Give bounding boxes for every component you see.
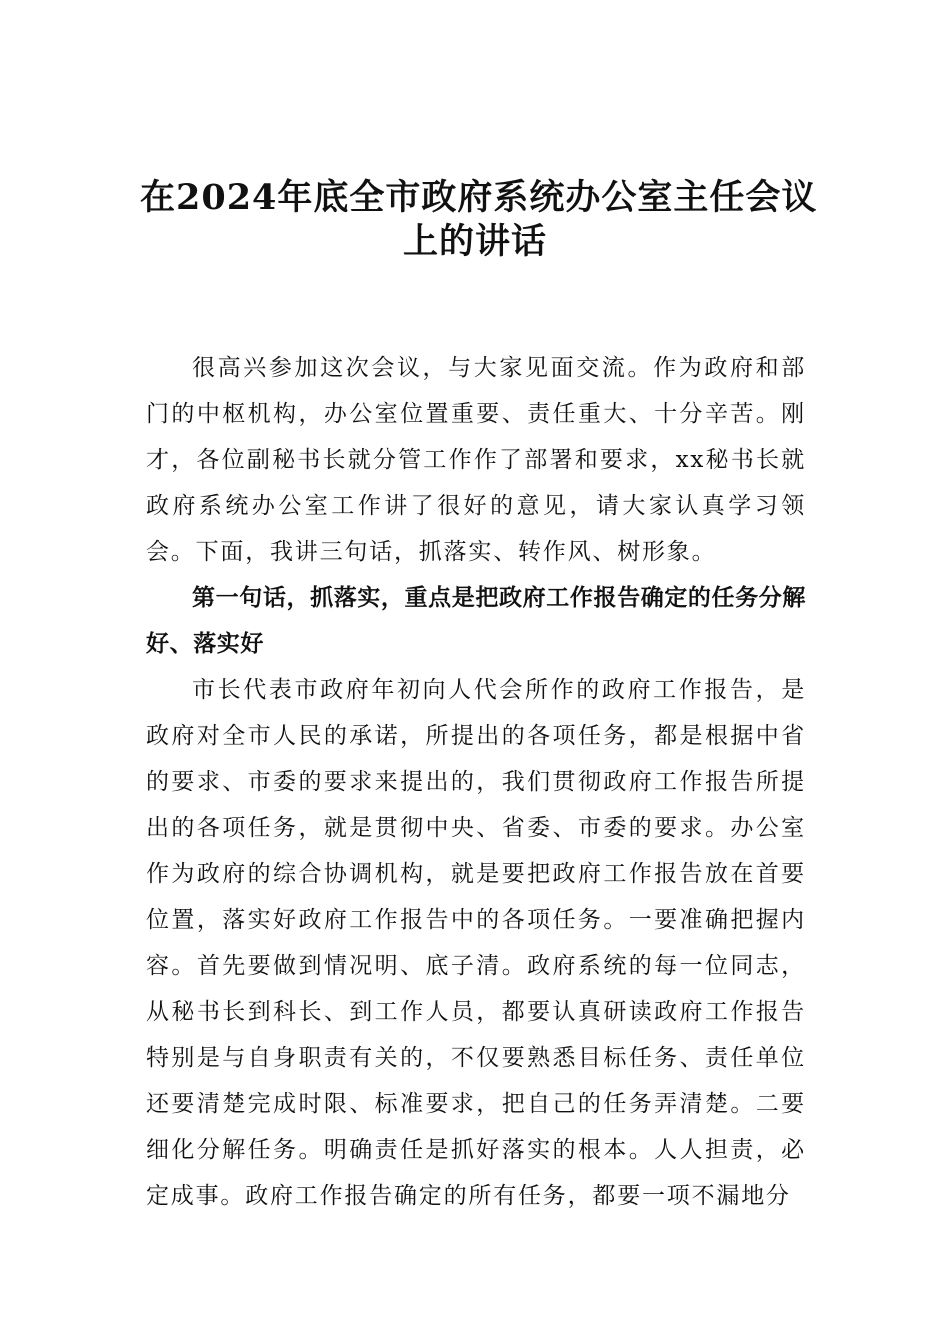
document-title-line-1: 在2024年底全市政府系统办公室主任会议 [140, 177, 818, 218]
section-1-paragraph: 市长代表市政府年初向人代会所作的政府工作报告，是政府对全市人民的承诺，所提出的各项任务，都是根据中省的要求、市委的要求来提出的，我们贯彻政府工作报告所提出的各项任务，就是贯彻中央、省委、市委的要求。办公室作为政府的综合协调机构，就是要把政府工作报告放在首要位置，落实好政府工作报告中的各项任务。一要准确把握内容。首先要做到情况明、底子清。政府系统的每一位同志，从秘书长到科长、到工作人员，都要认真研读政府工作报告特别是与自身职责有关的，不仅要熟悉目标任务、责任单位还要清楚完成时限、标准要求，把自己的任务弄清楚。二要细化分解任务。明确责任是抓好落实的根本。人人担责，必定成事。政府工作报告确定的所有任务，都要一项不漏地分 [146, 677, 806, 1209]
document-body [146, 345, 806, 1219]
document-title-line-2: 上的讲话 [402, 221, 547, 262]
intro-paragraph: 很高兴参加这次会议，与大家见面交流。作为政府和部门的中枢机构，办公室位置重要、责任重大、十分辛苦。刚才，各位副秘书长就分管工作作了部署和要求，xx秘书长就政府系统办公室工作讲了很好的意见，请大家认真学习领会。下面，我讲三句话，抓落实、转作风、树形象。 [146, 355, 806, 565]
section-1-heading: 第一句话，抓落实，重点是把政府工作报告确定的任务分解好、落实好 [146, 585, 806, 657]
